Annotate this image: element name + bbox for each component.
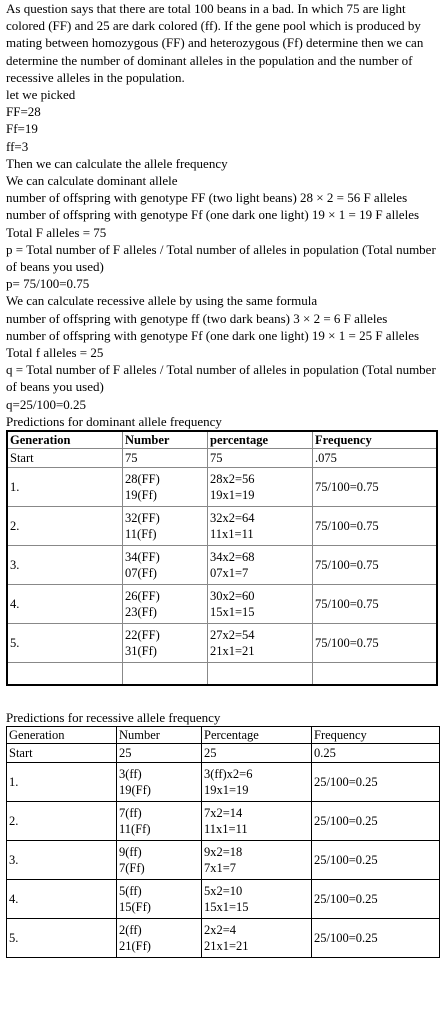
frequency-cell: 75/100=0.75 <box>313 468 438 507</box>
frequency-cell: 75/100=0.75 <box>313 546 438 585</box>
table-row <box>7 468 437 507</box>
empty-cell <box>208 663 313 686</box>
percentage-cell-line: 19x1=19 <box>204 783 249 798</box>
number-cell: 75 <box>123 449 208 468</box>
percentage-cell <box>208 585 313 624</box>
table-row <box>7 802 440 841</box>
number-cell-line: 28(FF) <box>125 472 160 487</box>
text-line: p= 75/100=0.75 <box>6 276 90 292</box>
percentage-cell-line: 21x1=21 <box>210 644 255 659</box>
text-line: Total F alleles = 75 <box>6 224 107 240</box>
number-cell <box>123 468 208 507</box>
number-cell-line: 7(ff) <box>119 806 142 821</box>
table-row <box>7 919 440 958</box>
table-row <box>7 585 437 624</box>
percentage-cell <box>208 507 313 546</box>
text-line: number of offspring with genotype Ff (one dark one light) 19 × 1 = 25 F alleles <box>6 327 420 343</box>
percentage-cell <box>208 624 313 663</box>
number-cell-line: 15(Ff) <box>119 900 151 915</box>
percentage-cell-line: 21x1=21 <box>204 939 249 954</box>
number-cell: 25 <box>117 744 202 763</box>
header-frequency: Frequency <box>312 727 440 744</box>
generation-cell: 1. <box>7 468 123 507</box>
percentage-cell <box>202 919 312 958</box>
generation-cell: 1. <box>7 763 117 802</box>
number-cell-line: 21(Ff) <box>119 939 151 954</box>
table-row <box>7 763 440 802</box>
frequency-cell: 25/100=0.25 <box>312 919 440 958</box>
frequency-cell: .075 <box>313 449 438 468</box>
number-cell <box>123 546 208 585</box>
generation-cell: 4. <box>7 880 117 919</box>
table-row <box>7 449 437 468</box>
table-row <box>7 507 437 546</box>
generation-cell: 5. <box>7 919 117 958</box>
percentage-cell: 25 <box>202 744 312 763</box>
frequency-cell: 75/100=0.75 <box>313 507 438 546</box>
text-line: Total f alleles = 25 <box>6 345 104 361</box>
text-line: FF=28 <box>6 104 41 120</box>
frequency-cell: 25/100=0.25 <box>312 841 440 880</box>
percentage-cell-line: 11x1=11 <box>204 822 248 837</box>
percentage-cell-line: 27x2=54 <box>210 628 255 643</box>
percentage-cell-line: 2x2=4 <box>204 923 237 938</box>
frequency-cell: 75/100=0.75 <box>313 624 438 663</box>
table-row <box>7 841 440 880</box>
generation-cell: 5. <box>7 624 123 663</box>
text-line: As question says that there are total 100 beans in a bad. In which 75 are light colored (FF) and 25 are dark colored (ff). If the gene pool which is produced by mating between homozygous (FF) and heterozygous (Ff) determine then we can determine the number of dominant alleles in the population and the number of recessive alleles in the population. <box>6 1 424 85</box>
header-generation: Generation <box>7 727 117 744</box>
number-cell-line: 11(Ff) <box>119 822 151 837</box>
text-line: number of offspring with genotype Ff (one dark one light) 19 × 1 = 19 F alleles <box>6 207 420 223</box>
header-generation: Generation <box>7 431 123 449</box>
text-line: ff=3 <box>6 138 29 154</box>
empty-cell <box>313 663 438 686</box>
percentage-cell-line: 7x1=7 <box>204 861 237 876</box>
percentage-cell: 75 <box>208 449 313 468</box>
text-line: Then we can calculate the allele frequency <box>6 155 228 171</box>
number-cell-line: 31(Ff) <box>125 644 157 659</box>
header-percentage: Percentage <box>202 727 312 744</box>
number-cell <box>117 763 202 802</box>
generation-cell: 3. <box>7 546 123 585</box>
recessive-frequency-table <box>6 726 440 958</box>
frequency-cell: 75/100=0.75 <box>313 585 438 624</box>
empty-cell <box>7 663 123 686</box>
number-cell <box>123 585 208 624</box>
text-line: p = Total number of F alleles / Total number of alleles in population (Total number of beans you used) <box>6 241 436 275</box>
percentage-cell-line: 30x2=60 <box>210 589 255 604</box>
number-cell-line: 7(Ff) <box>119 861 145 876</box>
header-percentage: percentage <box>208 431 313 449</box>
number-cell-line: 2(ff) <box>119 923 142 938</box>
percentage-cell-line: 28x2=56 <box>210 472 255 487</box>
generation-cell: 2. <box>7 802 117 841</box>
percentage-cell-line: 15x1=15 <box>210 605 255 620</box>
header-number: Number <box>117 727 202 744</box>
text-line: Ff=19 <box>6 121 38 137</box>
number-cell <box>117 841 202 880</box>
empty-row <box>7 663 437 686</box>
generation-cell: 4. <box>7 585 123 624</box>
number-cell-line: 07(Ff) <box>125 566 157 581</box>
number-cell-line: 26(FF) <box>125 589 160 604</box>
percentage-cell-line: 11x1=11 <box>210 527 254 542</box>
header-frequency: Frequency <box>313 431 438 449</box>
number-cell-line: 11(Ff) <box>125 527 157 542</box>
percentage-cell <box>202 763 312 802</box>
dominant-caption: Predictions for dominant allele frequency <box>6 413 222 429</box>
percentage-cell <box>208 546 313 585</box>
percentage-cell <box>202 880 312 919</box>
number-cell-line: 34(FF) <box>125 550 160 565</box>
percentage-cell-line: 3(ff)x2=6 <box>204 767 253 782</box>
number-cell-line: 32(FF) <box>125 511 160 526</box>
generation-cell: Start <box>7 449 123 468</box>
number-cell-line: 22(FF) <box>125 628 160 643</box>
text-line: let we picked <box>6 87 76 103</box>
percentage-cell-line: 32x2=64 <box>210 511 255 526</box>
generation-cell: 2. <box>7 507 123 546</box>
percentage-cell-line: 5x2=10 <box>204 884 243 899</box>
text-line: number of offspring with genotype ff (two dark beans) 3 × 2 = 6 F alleles <box>6 310 388 326</box>
table-row <box>7 880 440 919</box>
text-line: number of offspring with genotype FF (two light beans) 28 × 2 = 56 F alleles <box>6 190 408 206</box>
number-cell-line: 19(Ff) <box>119 783 151 798</box>
number-cell-line: 5(ff) <box>119 884 142 899</box>
frequency-cell: 25/100=0.25 <box>312 880 440 919</box>
table-row <box>7 546 437 585</box>
number-cell <box>117 802 202 841</box>
empty-cell <box>123 663 208 686</box>
text-line: We can calculate dominant allele <box>6 173 178 189</box>
number-cell-line: 23(Ff) <box>125 605 157 620</box>
number-cell <box>123 507 208 546</box>
number-cell-line: 19(Ff) <box>125 488 157 503</box>
text-line: q=25/100=0.25 <box>6 396 87 412</box>
number-cell <box>117 880 202 919</box>
section-gap <box>6 686 436 709</box>
dominant-frequency-table <box>6 430 438 686</box>
generation-cell: Start <box>7 744 117 763</box>
number-cell-line: 3(ff) <box>119 767 142 782</box>
percentage-cell-line: 15x1=15 <box>204 900 249 915</box>
percentage-cell <box>202 841 312 880</box>
header-number: Number <box>123 431 208 449</box>
percentage-cell <box>208 468 313 507</box>
recessive-caption: Predictions for recessive allele frequency <box>6 710 221 726</box>
number-cell-line: 9(ff) <box>119 845 142 860</box>
frequency-cell: 25/100=0.25 <box>312 802 440 841</box>
number-cell <box>123 624 208 663</box>
percentage-cell-line: 9x2=18 <box>204 845 243 860</box>
percentage-cell <box>202 802 312 841</box>
table-row <box>7 624 437 663</box>
percentage-cell-line: 19x1=19 <box>210 488 255 503</box>
generation-cell: 3. <box>7 841 117 880</box>
table-row <box>7 744 440 763</box>
percentage-cell-line: 7x2=14 <box>204 806 243 821</box>
frequency-cell: 0.25 <box>312 744 440 763</box>
text-line: We can calculate recessive allele by using the same formula <box>6 293 318 309</box>
text-line: q = Total number of F alleles / Total number of alleles in population (Total number of beans you used) <box>6 362 436 395</box>
explanation-text <box>6 0 436 413</box>
percentage-cell-line: 34x2=68 <box>210 550 255 565</box>
number-cell <box>117 919 202 958</box>
percentage-cell-line: 07x1=7 <box>210 566 249 581</box>
frequency-cell: 25/100=0.25 <box>312 763 440 802</box>
